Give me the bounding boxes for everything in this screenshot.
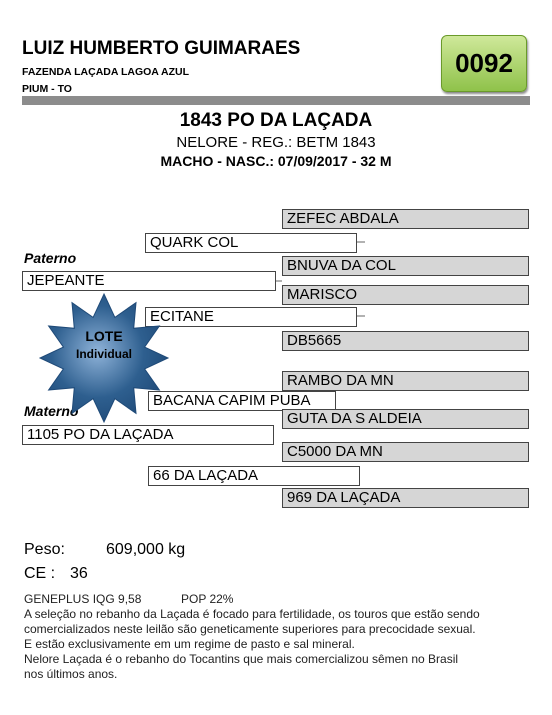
geneplus-text: GENEPLUS IQG 9,58: [24, 592, 142, 606]
lot-number-badge: 0092: [441, 35, 527, 92]
pedigree-dam-sire-sire: RAMBO DA MN: [282, 371, 529, 391]
peso-value: 609,000 kg: [106, 541, 186, 558]
notes-line-4: Nelore Laçada é o rebanho do Tocantins que mais comercializou sêmen no Brasil: [24, 652, 459, 666]
city: PIUM - TO: [22, 83, 72, 95]
pedigree-dam-sire: BACANA CAPIM PUBA: [148, 391, 336, 411]
pedigree-sire-sire: QUARK COL: [145, 233, 357, 253]
pedigree-sire-dam-sire: MARISCO: [282, 285, 529, 305]
pedigree-sire-dam: ECITANE: [145, 307, 357, 327]
pedigree-dam: 1105 PO DA LAÇADA: [22, 425, 274, 445]
badge-line2: Individual: [75, 347, 132, 361]
pedigree-dam-dam: 66 DA LAÇADA: [148, 466, 360, 486]
notes-line-5: nos últimos anos.: [24, 667, 118, 681]
pedigree-sire-sire-dam: BNUVA DA COL: [282, 256, 529, 276]
materno-label: Materno: [24, 403, 79, 419]
breed-registration: NELORE - REG.: BETM 1843: [176, 134, 376, 151]
paterno-label: Paterno: [24, 250, 77, 266]
pedigree-sire: JEPEANTE: [22, 271, 276, 291]
lote-individual-badge: [38, 292, 170, 424]
ce-label: CE :: [24, 565, 56, 582]
owner-name: LUIZ HUMBERTO GUIMARAES: [22, 38, 301, 59]
pedigree-dam-dam-dam: 969 DA LAÇADA: [282, 488, 529, 508]
notes-line-2: comercializados neste leilão são geneticamente superiores para precocidade sexual.: [24, 622, 476, 636]
pedigree-sire-sire-sire: ZEFEC ABDALA: [282, 209, 529, 229]
pedigree-dam-sire-dam: GUTA DA S ALDEIA: [282, 409, 529, 429]
peso-label: Peso:: [24, 541, 65, 558]
pedigree-sire-dam-dam: DB5665: [282, 331, 529, 351]
animal-name: 1843 PO DA LAÇADA: [179, 110, 373, 131]
ce-value: 36: [70, 565, 88, 582]
notes-line-1: A seleção no rebanho da Laçada é focado para fertilidade, os touros que estão sendo: [24, 607, 480, 621]
notes-line-3: E estão exclusivamente em um regime de pasto e sal mineral.: [24, 637, 355, 651]
pedigree-dam-dam-sire: C5000 DA MN: [282, 442, 529, 462]
pop-text: POP 22%: [181, 592, 234, 606]
farm-name: FAZENDA LAÇADA LAGOA AZUL: [22, 66, 190, 78]
badge-line1: LOTE: [85, 328, 123, 344]
sex-birth: MACHO - NASC.: 07/09/2017 - 32 M: [160, 153, 392, 169]
